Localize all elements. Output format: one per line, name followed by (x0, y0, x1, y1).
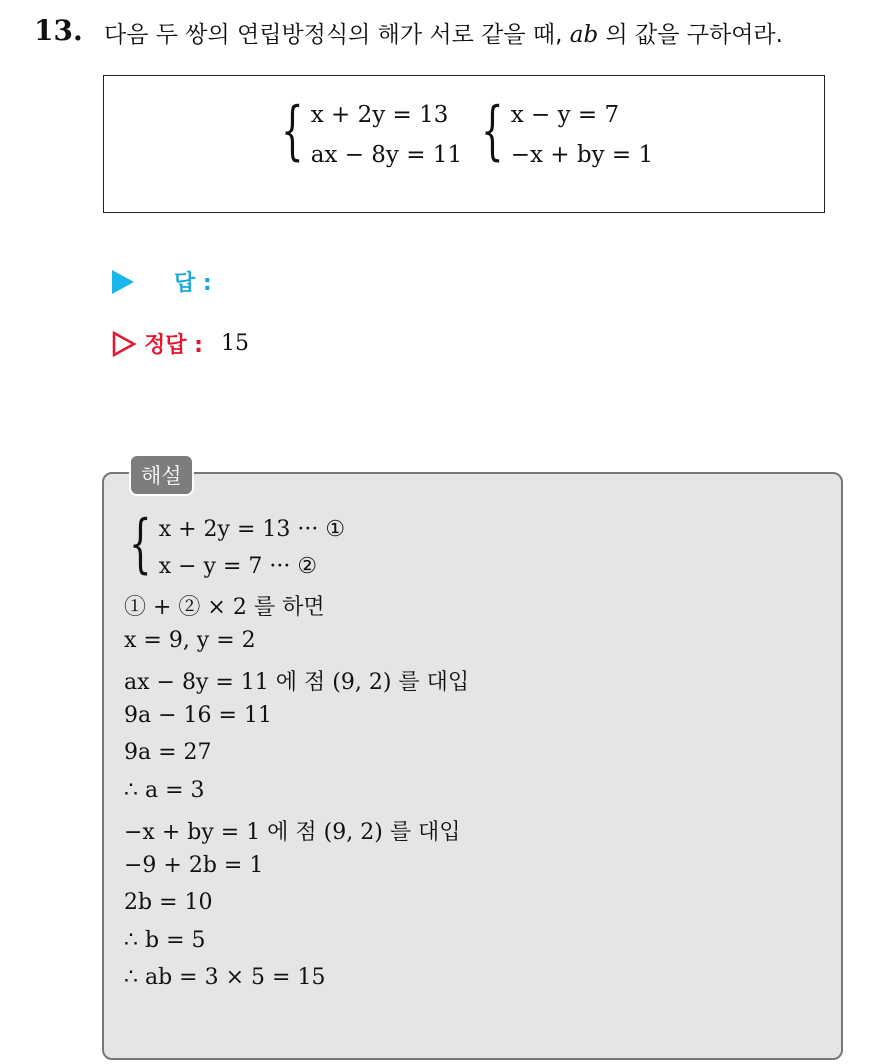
question-text-after: 의 값을 구하여라. (598, 22, 783, 48)
equation: x + 2y = 13 ··· ① (158, 517, 346, 542)
brace-icon: { (129, 507, 152, 581)
equation-box (103, 75, 825, 213)
solution-line: ∴ a = 3 (124, 777, 205, 803)
equation: −x + by = 1 (510, 142, 654, 168)
solution-line: −9 + 2b = 1 (124, 852, 264, 878)
equation: x + 2y = 13 (310, 102, 449, 128)
brace-icon: { (481, 94, 504, 168)
solution-line: 2b = 10 (124, 890, 213, 915)
solution-line: x = 9, y = 2 (124, 627, 256, 653)
explanation-body (124, 508, 469, 1003)
solution-line: ∴ b = 5 (124, 927, 206, 953)
solution-line: ax − 8y = 11 에 점 (9, 2) 를 대입 (124, 670, 470, 695)
outline-triangle-icon (112, 331, 136, 357)
solution-line: 9a = 27 (124, 740, 212, 765)
answer-label: 답 : (174, 271, 212, 296)
explanation-system (120, 508, 465, 588)
system-left (272, 94, 463, 168)
equation: ax − 8y = 11 (310, 142, 463, 168)
brace-icon: { (281, 94, 304, 168)
question-number: 13. (34, 14, 83, 47)
correct-answer-label: 정답 : (144, 333, 203, 358)
correct-answer-row (112, 328, 249, 359)
play-triangle-icon (112, 270, 134, 294)
equation: x − y = 7 ··· ② (158, 554, 318, 579)
solution-line: ∴ ab = 3 × 5 = 15 (124, 965, 326, 990)
explanation-tag: 해설 (129, 454, 194, 496)
system-right (472, 94, 654, 168)
solution-line: ① + ② × 2 를 하면 (124, 595, 325, 620)
answer-row (112, 266, 212, 297)
equation: x − y = 7 (510, 102, 620, 128)
question-variable: ab (569, 22, 599, 48)
question-text (104, 16, 783, 49)
question-text-before: 다음 두 쌍의 연립방정식의 해가 서로 같을 때, (104, 22, 570, 48)
solution-line: 9a − 16 = 11 (124, 702, 272, 728)
correct-answer-value: 15 (220, 331, 249, 356)
solution-line: −x + by = 1 에 점 (9, 2) 를 대입 (124, 820, 461, 845)
